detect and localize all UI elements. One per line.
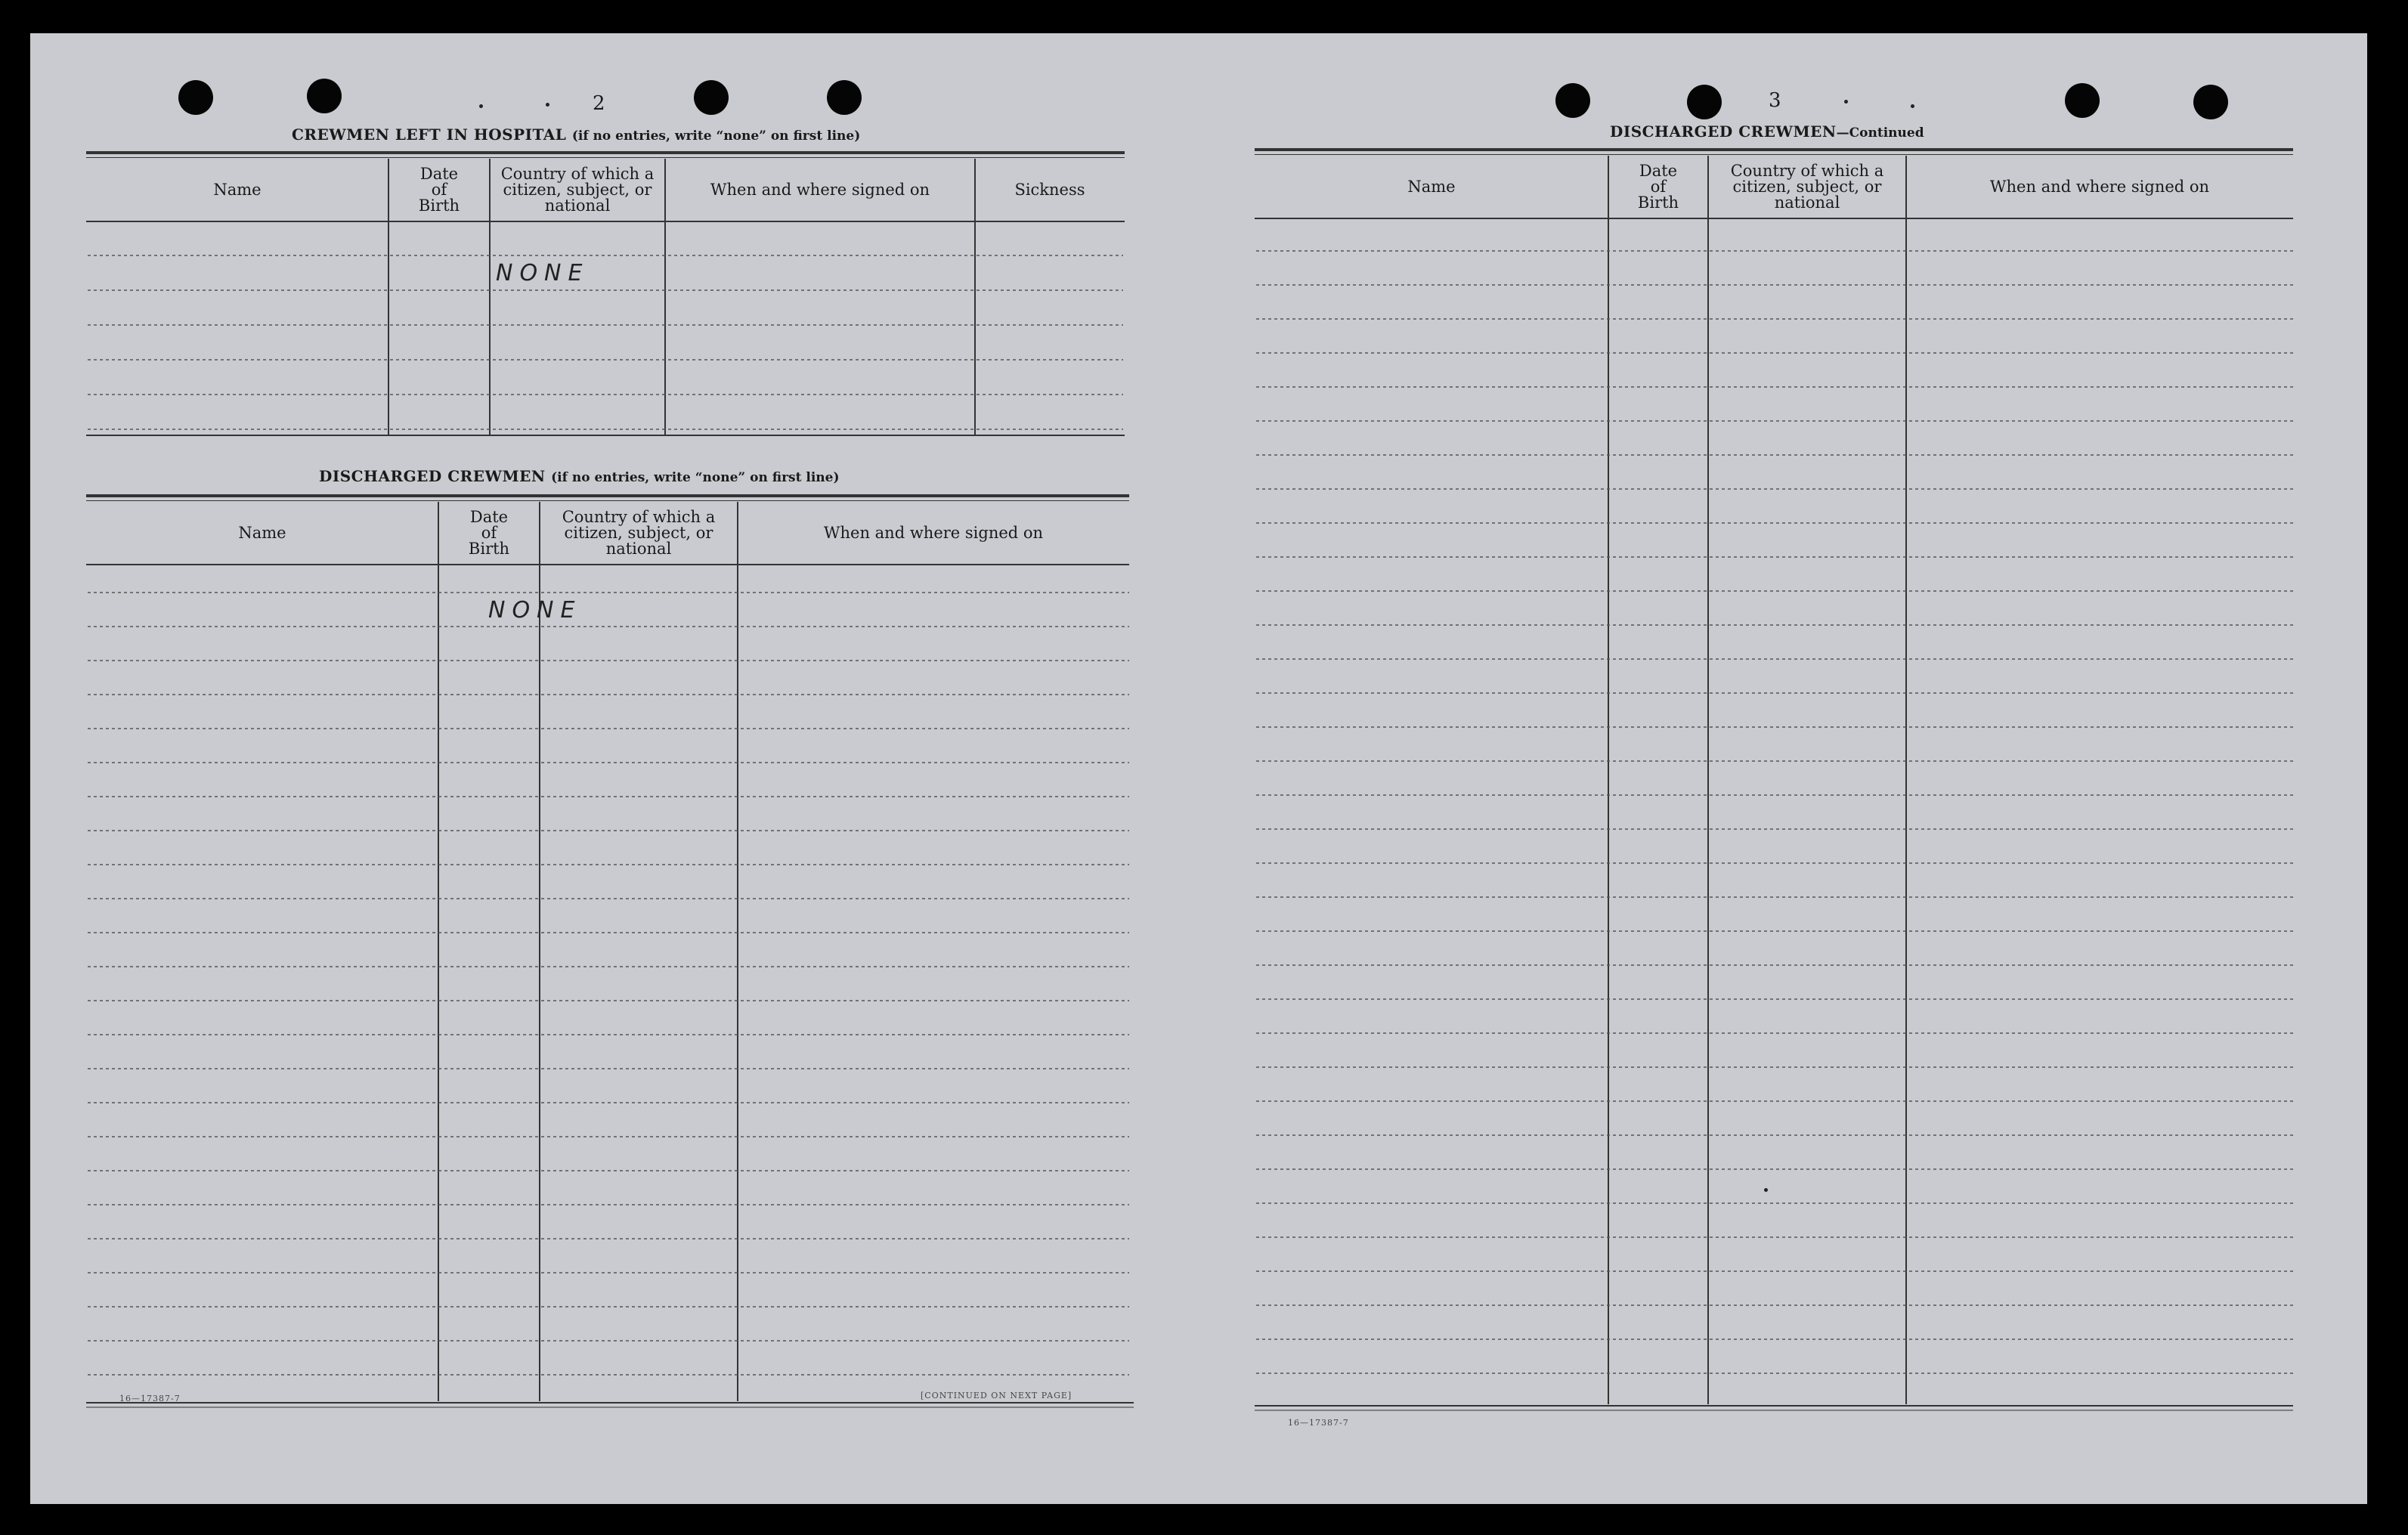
continued-suffix: —Continued xyxy=(1836,125,1924,141)
hospital-none-entry: NONE xyxy=(496,260,590,286)
left-footer-continued: [CONTINUED ON NEXT PAGE] xyxy=(921,1391,1072,1400)
hospital-col-name: Name xyxy=(213,180,262,199)
discharged-col-name: Name xyxy=(238,523,286,542)
page-number: 3 xyxy=(1769,89,1781,112)
hospital-col-country: Country of which a citizen, subject, or national xyxy=(500,164,655,215)
discharged-title-note: (if no entries, write “none” on first line) xyxy=(551,470,840,485)
right-col-dob: Date of Birth xyxy=(1637,161,1679,212)
page-number: 2 xyxy=(593,92,605,115)
discharged-col-dob: Date of Birth xyxy=(468,507,510,558)
hospital-title-text: CREWMEN LEFT IN HOSPITAL xyxy=(292,125,567,144)
hospital-col-dob: Date of Birth xyxy=(418,164,460,215)
right-footer-code: 16—17387-7 xyxy=(1288,1418,1349,1428)
hospital-title-note: (if no entries, write “none” on first line) xyxy=(571,128,861,144)
left-footer-code: 16—17387-7 xyxy=(119,1394,181,1403)
hospital-col-signed: When and where signed on xyxy=(710,180,930,199)
discharged-none-entry: NONE xyxy=(488,597,582,624)
discharged-col-country: Country of which a citizen, subject, or national xyxy=(562,507,716,558)
right-col-name: Name xyxy=(1407,177,1456,196)
right-col-country: Country of which a citizen, subject, or national xyxy=(1730,161,1884,212)
discharged-continued-text: DISCHARGED CREWMEN xyxy=(1610,122,1837,141)
document-sheet xyxy=(30,33,2367,1504)
hospital-col-sickness: Sickness xyxy=(1014,180,1085,199)
discharged-col-signed: When and where signed on xyxy=(823,523,1044,542)
right-col-signed: When and where signed on xyxy=(1989,177,2210,196)
discharged-title-text: DISCHARGED CREWMEN xyxy=(319,467,546,485)
right-ruled-lines xyxy=(30,33,2367,1504)
